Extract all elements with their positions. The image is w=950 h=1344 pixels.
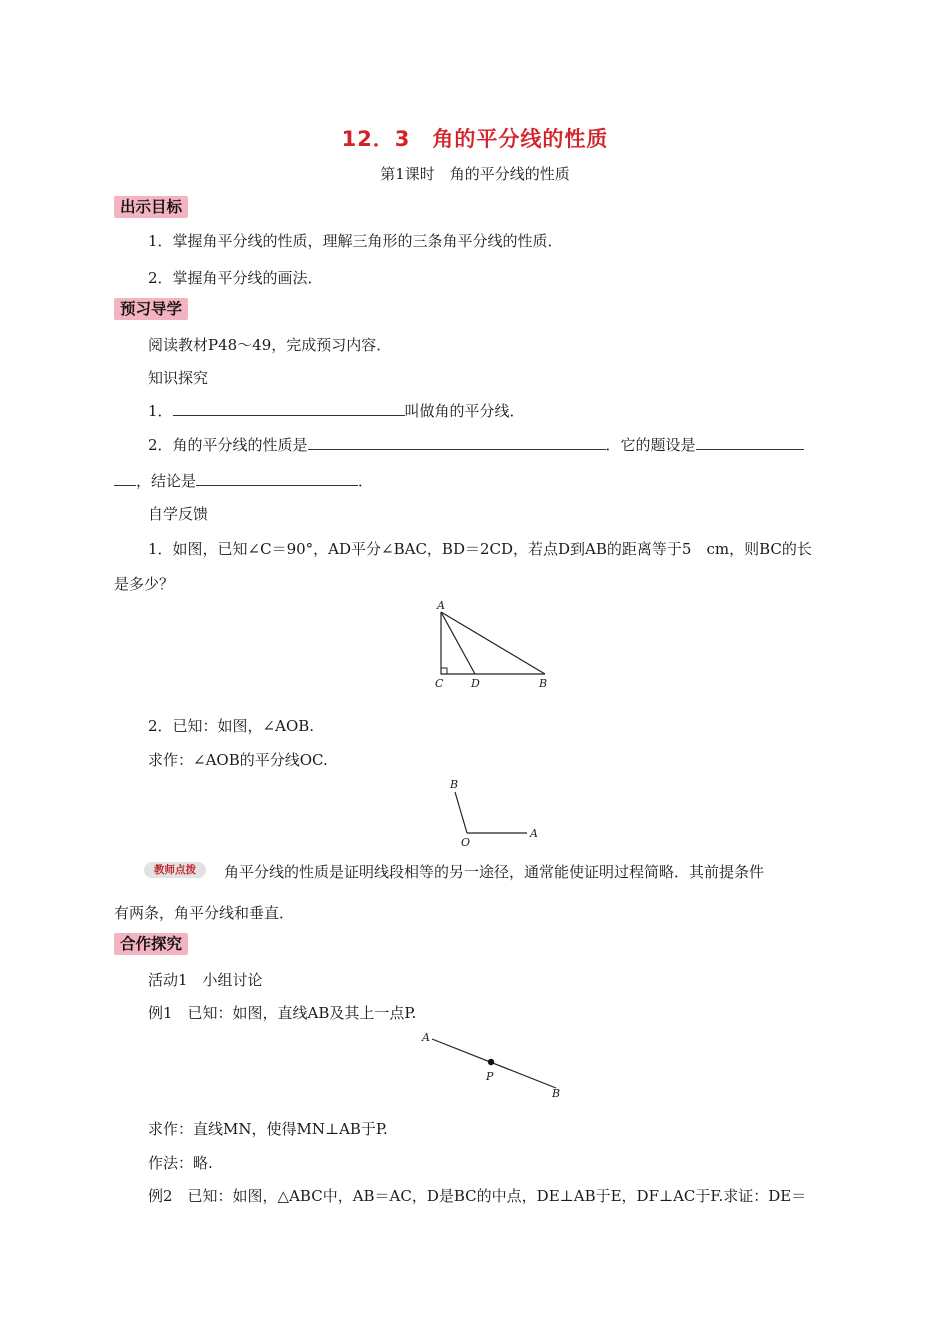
label-b: B (450, 778, 459, 791)
lesson-subtitle: 第1课时 角的平分线的性质 (380, 165, 570, 183)
feedback-1-line-1: 1．如图，已知∠C＝90°，AD平分∠BAC，BD＝2CD，若点D到AB的距离等于5 cm，则BC的长 (148, 540, 812, 558)
label-c: C (435, 677, 444, 690)
angle-figure (440, 774, 550, 852)
q2-end: ． (358, 472, 374, 490)
feedback-2-line-2: 求作：∠AOB的平分线OC. (148, 751, 328, 769)
knowledge-question-2-cont (114, 470, 373, 491)
teacher-tip-line-2: 有两条，角平分线和垂直． (114, 904, 295, 922)
q1-suffix: 叫做角的平分线． (404, 402, 525, 420)
section-coop-badge: 合作探究 (114, 933, 188, 955)
teacher-tip-badge: 教师点拨 (144, 862, 206, 878)
fill-blank[interactable] (173, 401, 405, 416)
q1-prefix: 1． (148, 402, 173, 420)
q2-middle: ．它的题设是 (605, 436, 696, 454)
fill-blank[interactable] (696, 435, 804, 450)
q2-cont-tail: ，结论是 (136, 472, 197, 490)
self-feedback-heading: 自学反馈 (148, 505, 209, 523)
feedback-1-line-2: 是多少？ (114, 575, 175, 593)
triangle-figure (425, 598, 555, 693)
fill-blank[interactable] (308, 435, 606, 450)
knowledge-question-2 (148, 434, 804, 455)
section-preview-badge: 预习导学 (114, 298, 188, 320)
label-b: B (539, 677, 548, 690)
example-1-line-1: 例1 已知：如图，直线AB及其上一点P. (148, 1004, 417, 1022)
q2-prefix: 2．角的平分线的性质是 (148, 436, 308, 454)
page-title: 12．3 角的平分线的性质 (341, 127, 609, 151)
feedback-2-line-1: 2．已知：如图，∠AOB. (148, 717, 315, 735)
example-2-line-1: 例2 已知：如图，△ABC中，AB＝AC，D是BC的中点，DE⊥AB于E，DF⊥AC于F.求证：DE＝ (148, 1187, 807, 1205)
activity-heading: 活动1 小组讨论 (148, 971, 263, 989)
segment-figure (418, 1025, 568, 1100)
label-b: B (552, 1087, 561, 1100)
reading-instruction: 阅读教材P48～49，完成预习内容． (148, 336, 392, 354)
fill-blank[interactable] (114, 471, 136, 486)
label-o: O (461, 836, 471, 849)
goal-item-1: 1．掌握角平分线的性质，理解三角形的三条角平分线的性质． (148, 232, 563, 250)
label-d: D (471, 677, 480, 690)
knowledge-heading: 知识探究 (148, 369, 209, 387)
knowledge-question-1 (148, 400, 525, 421)
example-1-line-2: 求作：直线MN，使得MN⊥AB于P. (148, 1120, 388, 1138)
label-a: A (422, 1031, 430, 1044)
example-1-line-3: 作法：略. (148, 1154, 213, 1172)
label-a: A (437, 599, 445, 612)
goal-item-2: 2．掌握角平分线的画法． (148, 269, 323, 287)
section-goals-badge: 出示目标 (114, 196, 188, 218)
label-a: A (530, 827, 538, 840)
fill-blank[interactable] (196, 471, 358, 486)
teacher-tip-line-1: 角平分线的性质是证明线段相等的另一途径，通常能使证明过程简略．其前提条件 (224, 863, 765, 881)
label-p: P (486, 1070, 494, 1083)
